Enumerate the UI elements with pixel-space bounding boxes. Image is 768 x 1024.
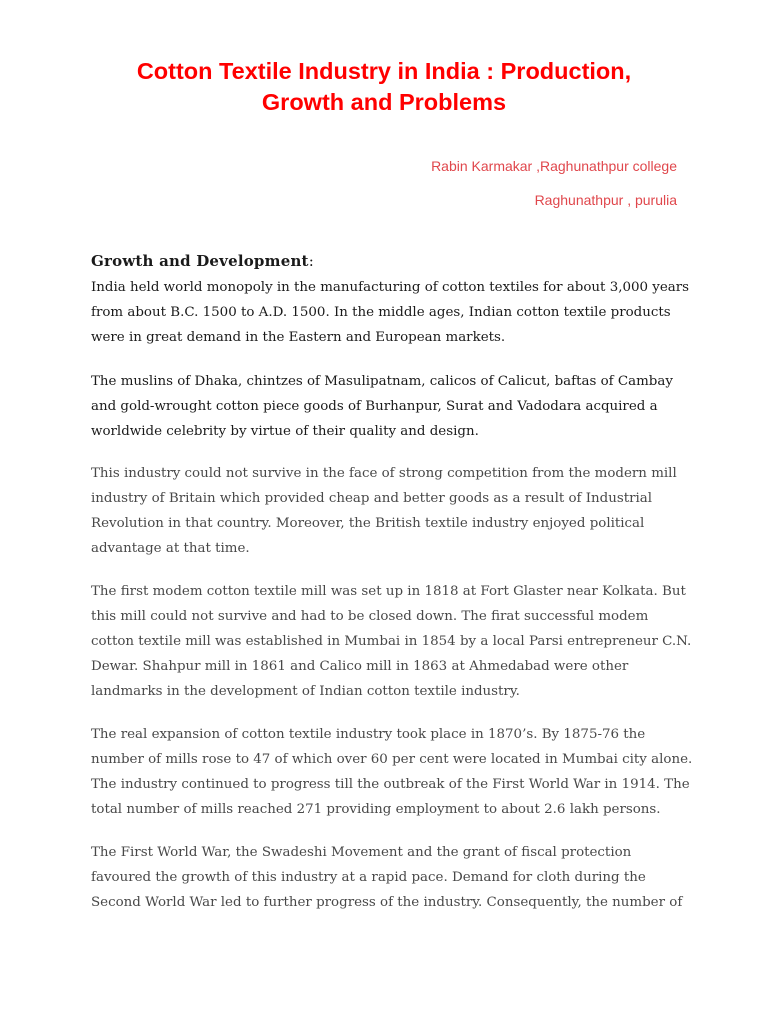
paragraph-line: advantage at that time. <box>91 541 250 556</box>
paragraph-line: from about B.C. 1500 to A.D. 1500. In the middle ages, Indian cotton textile products <box>91 305 671 320</box>
section-heading-text: Growth and Development <box>91 252 309 270</box>
paragraph-3 <box>91 461 691 561</box>
paragraph-line: The first modem cotton textile mill was set up in 1818 at Fort Glaster near Kolkata. But <box>91 584 686 599</box>
title-line-2: Growth and Problems <box>261 89 507 115</box>
paragraph-line: The real expansion of cotton textile industry took place in 1870’s. By 1875-76 the <box>91 727 646 742</box>
paragraph-line: This industry could not survive in the face of strong competition from the modern mill <box>91 466 677 481</box>
paragraph-line: landmarks in the development of Indian cotton textile industry. <box>91 684 520 699</box>
document-title <box>40 56 728 118</box>
paragraph-1 <box>91 275 691 350</box>
section-heading-colon: : <box>308 252 314 270</box>
paragraph-line: Revolution in that country. Moreover, the British textile industry enjoyed political <box>91 516 645 531</box>
author-location: Raghunathpur , purulia <box>534 192 677 208</box>
paragraph-line: India held world monopoly in the manufacturing of cotton textiles for about 3,000 years <box>91 280 690 295</box>
paragraph-line: The industry continued to progress till the outbreak of the First World War in 1914. The <box>91 777 690 792</box>
paragraph-line: Second World War led to further progress of the industry. Consequently, the number of <box>91 895 683 910</box>
paragraph-6 <box>91 840 691 915</box>
paragraph-5 <box>91 722 691 822</box>
paragraph-line: this mill could not survive and had to be closed down. The firat successful modem <box>91 609 649 624</box>
paragraph-2 <box>91 369 691 444</box>
paragraph-line: industry of Britain which provided cheap and better goods as a result of Industrial <box>91 491 653 506</box>
paragraph-line: cotton textile mill was established in Mumbai in 1854 by a local Parsi entrepreneur C.N. <box>91 634 692 649</box>
paragraph-line: were in great demand in the Eastern and European markets. <box>91 330 506 345</box>
paragraph-line: The muslins of Dhaka, chintzes of Masulipatnam, calicos of Calicut, baftas of Cambay <box>91 374 673 389</box>
paragraph-line: favoured the growth of this industry at a rapid pace. Demand for cloth during the <box>91 870 646 885</box>
title-line-1: Cotton Textile Industry in India : Production, <box>136 58 632 84</box>
paragraph-line: worldwide celebrity by virtue of their quality and design. <box>91 424 479 439</box>
paragraph-line: Dewar. Shahpur mill in 1861 and Calico mill in 1863 at Ahmedabad were other <box>91 659 629 674</box>
section-heading <box>91 252 314 270</box>
paragraph-line: The First World War, the Swadeshi Movement and the grant of fiscal protection <box>91 845 632 860</box>
paragraph-4 <box>91 579 691 704</box>
paragraph-line: total number of mills reached 271 providing employment to about 2.6 lakh persons. <box>91 802 661 817</box>
paragraph-line: number of mills rose to 47 of which over 60 per cent were located in Mumbai city alone. <box>91 752 693 767</box>
author-affiliation: Rabin Karmakar ,Raghunathpur college <box>431 158 677 174</box>
paragraph-line: and gold-wrought cotton piece goods of Burhanpur, Surat and Vadodara acquired a <box>91 399 658 414</box>
